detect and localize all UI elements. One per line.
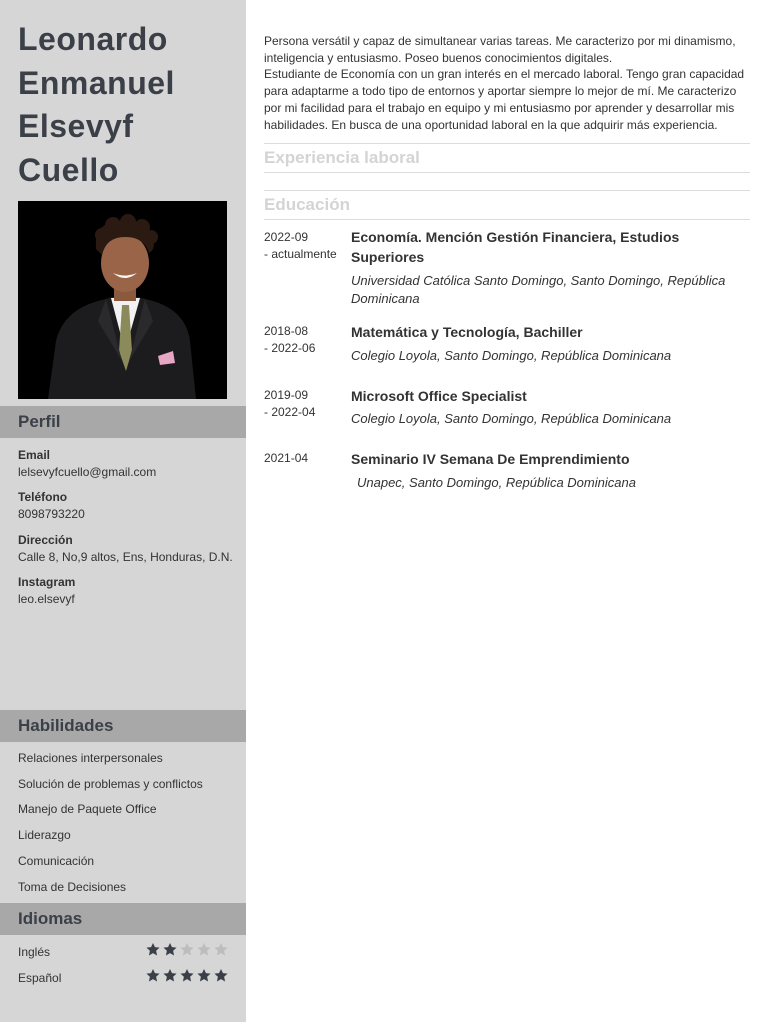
education-institution: Colegio Loyola, Santo Domingo, República Dominicana <box>351 348 672 363</box>
experience-heading: Experiencia laboral <box>264 148 420 167</box>
profile-photo <box>18 201 227 399</box>
skill-item: Manejo de Paquete Office <box>18 802 157 816</box>
star-filled-icon <box>213 968 229 983</box>
divider <box>264 143 750 144</box>
name-line: Leonardo <box>18 21 168 57</box>
profile-section-header <box>0 406 246 438</box>
star-filled-icon <box>196 968 212 983</box>
summary <box>264 33 749 133</box>
skill-item: Comunicación <box>18 854 95 868</box>
star-empty-icon <box>196 942 212 957</box>
name-line: Cuello <box>18 151 119 188</box>
education-title: Microsoft Office Specialist <box>351 388 527 404</box>
star-filled-icon <box>179 968 195 983</box>
skill-item: Solución de problemas y conflictos <box>18 777 203 791</box>
address-value: Calle 8, No,9 altos, Ens, Honduras, D.N. <box>18 550 233 564</box>
education-date <box>264 229 337 263</box>
instagram-label: Instagram <box>18 575 76 589</box>
summary-paragraph: Persona versátil y capaz de simultanear varias tareas. Me caracterizo por mi dinamismo, inteligencia y entusiasmo. Poseo buenos conocimientos digitales. <box>264 34 736 65</box>
date-start: 2022-09 <box>264 230 309 244</box>
date-start: 2021-04 <box>264 451 309 465</box>
star-filled-icon <box>162 942 178 957</box>
skill-item: Toma de Decisiones <box>18 880 127 894</box>
date-end: - 2022-04 <box>264 405 316 419</box>
date-end: - actualmente <box>264 247 337 261</box>
education-institution: Colegio Loyola, Santo Domingo, República Dominicana <box>351 411 672 426</box>
education-title: Seminario IV Semana De Emprendimiento <box>351 451 630 467</box>
divider <box>264 190 750 191</box>
profile-heading: Perfil <box>18 412 61 431</box>
languages-section-header <box>0 903 246 935</box>
phone-value[interactable]: 8098793220 <box>18 507 85 521</box>
email-value[interactable]: lelsevyfcuello@gmail.com <box>18 465 157 479</box>
education-date <box>264 323 315 357</box>
name-line: Enmanuel <box>18 64 175 101</box>
star-filled-icon <box>145 942 161 957</box>
education-heading: Educación <box>264 195 350 214</box>
education-date <box>264 387 315 421</box>
education-title: Matemática y Tecnología, Bachiller <box>351 324 583 340</box>
phone-label: Teléfono <box>18 490 68 504</box>
languages-heading: Idiomas <box>18 909 83 928</box>
skill-item: Liderazgo <box>18 828 71 842</box>
summary-paragraph: Estudiante de Economía con un gran interés en el mercado laboral. Tengo gran capacidad para adaptarme a todo tipo de entornos y aportar siempre lo mejor de mí. Me caracterizo por mi facilidad para el trabajo en equipo y mi entusiasmo por aprender y desarrollar mis habilidades. En busca de una oportunidad laboral en la que adquirir más experiencia. <box>264 67 745 132</box>
address-label: Dirección <box>18 533 73 547</box>
star-empty-icon <box>179 942 195 957</box>
education-date <box>264 450 308 467</box>
portrait-icon <box>18 201 227 399</box>
language-rating <box>145 968 229 983</box>
star-filled-icon <box>145 968 161 983</box>
education-institution: Universidad Católica Santo Domingo, Santo Domingo, República Dominicana <box>351 273 726 306</box>
main-content <box>246 0 768 1024</box>
skills-section-header <box>0 710 246 742</box>
language-rating <box>145 942 229 957</box>
star-filled-icon <box>162 968 178 983</box>
education-title: Economía. Mención Gestión Financiera, Estudios Superiores <box>351 229 680 265</box>
date-start: 2018-08 <box>264 324 309 338</box>
full-name <box>18 18 175 192</box>
education-institution: Unapec, Santo Domingo, República Dominicana <box>357 475 636 490</box>
instagram-value[interactable]: leo.elsevyf <box>18 592 75 606</box>
date-end: - 2022-06 <box>264 341 316 355</box>
skill-item: Relaciones interpersonales <box>18 751 163 765</box>
language-name: Español <box>18 971 62 985</box>
sidebar <box>0 0 246 1022</box>
language-name: Inglés <box>18 945 51 959</box>
divider <box>264 172 750 173</box>
divider <box>264 219 750 220</box>
star-empty-icon <box>213 942 229 957</box>
email-label: Email <box>18 448 51 462</box>
skills-heading: Habilidades <box>18 716 114 735</box>
name-line: Elsevyf <box>18 108 134 144</box>
date-start: 2019-09 <box>264 388 309 402</box>
